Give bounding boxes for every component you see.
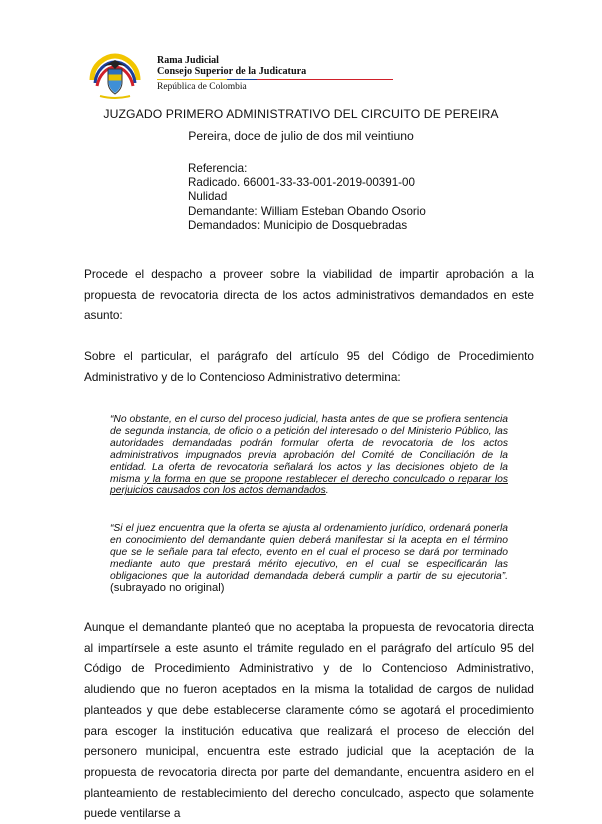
letterhead (86, 52, 326, 100)
reference-block (188, 162, 426, 233)
colombia-coat-of-arms-icon (86, 52, 144, 100)
reference-medio: Nulidad (188, 190, 228, 204)
quote2-text: “Si el juez encuentra que la oferta se ajusta al ordenamiento jurídico, ordenará ponerla en conocimiento del demandante quien deberá manifestar si la acepta en el término que se le señale para tal efecto, evento en el cual el proceso se dará por terminado mediante auto que prestará mérito ejecutivo, en el cual se especificarán las obligaciones que la autoridad demandada deberá cumplir a partir de su ejecutoria”. (110, 523, 508, 582)
letterhead-council: Consejo Superior de la Judicatura (157, 66, 307, 77)
letterhead-country: República de Colombia (157, 82, 247, 92)
reference-radicado: Radicado. 66001-33-33-001-2019-00391-00 (188, 176, 415, 190)
document-date: Pereira, doce de julio de dos mil veintiuno (188, 129, 414, 143)
court-name: JUZGADO PRIMERO ADMINISTRATIVO DEL CIRCUITO DE PEREIRA (103, 107, 499, 121)
quotation-first (110, 414, 508, 497)
paragraph-analysis: Aunque el demandante planteó que no aceptaba la propuesta de revocatoria directa al impartírsele a este asunto el trámite regulado en el parágrafo del artículo 95 del Código de Procedimiento Administrativo y de lo Contencioso Administrativo, aludiendo que no fueron aceptados en la misma la totalidad de cargos de nulidad planteados y que debe establecerse claramente cómo se agotará el procedimiento para escoger la institución educativa que realizará el proceso de elección del personero municipal, encuentra este estrado judicial que la aceptación de la propuesta de revocatoria directa por parte del demandante, encuentra asidero en el planteamiento de restablecimiento del derecho conculcado, aspecto que solamente puede ventilarse a (84, 620, 534, 821)
paragraph-intro: Procede el despacho a proveer sobre la viabilidad de impartir aprobación a la propuesta de revocatoria directa de los actos administrativos demandados en este asunto: (84, 267, 534, 323)
paragraph-legal-basis: Sobre el particular, el parágrafo del artículo 95 del Código de Procedimiento Administrativo y de lo Contencioso Administrativo determina: (84, 349, 534, 384)
quote2-note: (subrayado no original) (110, 581, 225, 594)
letterhead-branch: Rama Judicial (157, 55, 219, 66)
quote1-end: . (325, 485, 329, 497)
quote1-text: “No obstante, en el curso del proceso judicial, hasta antes de que se profiera sentencia de segunda instancia, de oficio o a petición del interesado o del Ministerio Público, las autoridades demandadas podrán formular oferta de revocatoria de los actos administrativos impugnados previa aprobación del Comité de Conciliación de la entidad. La oferta de revocatoria señalará los actos y las decisiones objeto de la misma (110, 414, 508, 485)
reference-title: Referencia: (188, 162, 248, 175)
quotation-second (110, 523, 508, 594)
letterhead-flag-rule (157, 79, 393, 81)
reference-demandados: Demandados: Municipio de Dosquebradas (188, 218, 408, 232)
quote1-underlined-text: y la forma en que se propone restablecer el derecho conculcado o reparar los perjuicios causados con los actos demandados (110, 473, 508, 497)
letterhead-text (157, 55, 393, 93)
reference-demandante: Demandante: William Esteban Obando Osorio (188, 204, 426, 218)
